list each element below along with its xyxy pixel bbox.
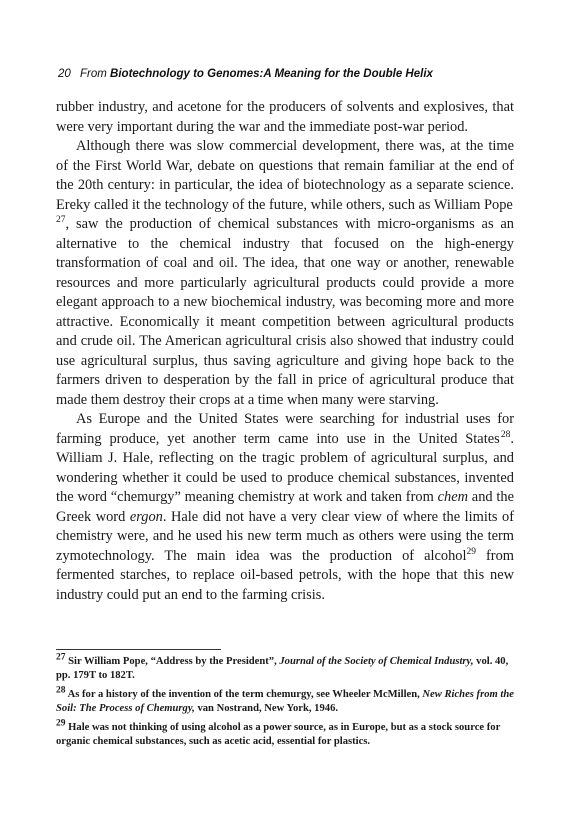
footnote-divider	[56, 649, 221, 650]
paragraph-1	[56, 98, 514, 137]
footnote-text: vol. 40, pp. 179T to 182T.	[56, 656, 509, 681]
page-number: 20	[58, 68, 71, 80]
footnote-text: Hale was not thinking of using alcohol as a power source, as in Europe, but as a stock source for organic chemical substances, such as acetic acid, essential for plastics.	[56, 722, 501, 747]
footnote-ref-27[interactable]: 27	[56, 215, 66, 226]
footnotes	[56, 652, 516, 754]
journal-title: Journal of the Society of Chemical Industry,	[279, 656, 474, 667]
footnote-text: van Nostrand, New York, 1946.	[194, 703, 339, 714]
paragraph-3-text-b: . William J. Hale, reflecting on the tragic problem of agricultural surplus, and wondering whether it could be used to produce chemical substances, invented the word “chemurgy” meaning chemistry at work and taken from	[56, 430, 514, 505]
footnote-number: 28	[56, 685, 66, 696]
footnote-28	[56, 685, 516, 716]
footnote-ref-29[interactable]: 29	[466, 546, 476, 557]
footnote-number: 27	[56, 652, 66, 663]
footnote-27	[56, 652, 516, 683]
paragraph-2	[56, 137, 514, 410]
running-header	[58, 68, 518, 80]
paragraph-1-text: rubber industry, and acetone for the producers of solvents and explosives, that were very important during the war and the immediate post-war period.	[56, 99, 514, 135]
footnote-number: 29	[56, 718, 66, 729]
term-ergon: ergon	[129, 508, 163, 525]
paragraph-3-text-d: . Hale did not have a very clear view of where the limits of chemistry were, and he used his new term much as others were using the term zymotechnology. The main idea was the production of alcohol	[56, 508, 514, 564]
body-text	[56, 98, 514, 605]
term-chem: chem	[437, 489, 468, 505]
paragraph-3	[56, 410, 514, 605]
book-title: Biotechnology to Genomes:A Meaning for the Double Helix	[110, 68, 433, 80]
book-title-ref: New Riches from the Soil: The Process of Chemurgy,	[56, 689, 514, 714]
paragraph-2-text-a: Although there was slow commercial development, there was, at the time of the First World War, debate on questions that remain familiar at the end of the 20th century: in particular, the idea of biotechnology as a separate science. Ereky called it the technology of the future, while others, such as William Pope	[56, 138, 514, 213]
paragraph-2-text-b: , saw the production of chemical substances with micro-organisms as an alternative to the chemical industry that focused on the high-energy transformation of coal and oil. The idea, that one way or another, renewable resources and more particularly agricultural products could provide a more elegant approach to a new biochemical industry, was becoming more and more attractive. Economically it meant competition between agricultural products and crude oil. The American agricultural crisis also showed that industry could use agricultural surplus, thus saving agriculture and giving hope back to the farmers driven to desperation by the fall in price of agricultural produce that made them destroy their crops at a time when many were starving.	[56, 216, 514, 408]
footnote-ref-28[interactable]: 28	[500, 429, 511, 440]
footnote-29	[56, 718, 516, 749]
footnote-text: Sir William Pope, “Address by the President”,	[68, 656, 280, 667]
paragraph-3-text-a: As Europe and the United States were searching for industrial uses for farming produce, yet another term came into use in the United States	[56, 411, 514, 447]
paragraph-3-text-c: and the Greek word	[56, 489, 514, 525]
header-from: From	[80, 68, 107, 80]
paragraph-3-text-e: from fermented starches, to replace oil-based petrols, with the hope that this new industry could put an end to the farming crisis.	[56, 547, 514, 603]
footnote-text: As for a history of the invention of the term chemurgy, see Wheeler McMillen,	[67, 689, 423, 700]
